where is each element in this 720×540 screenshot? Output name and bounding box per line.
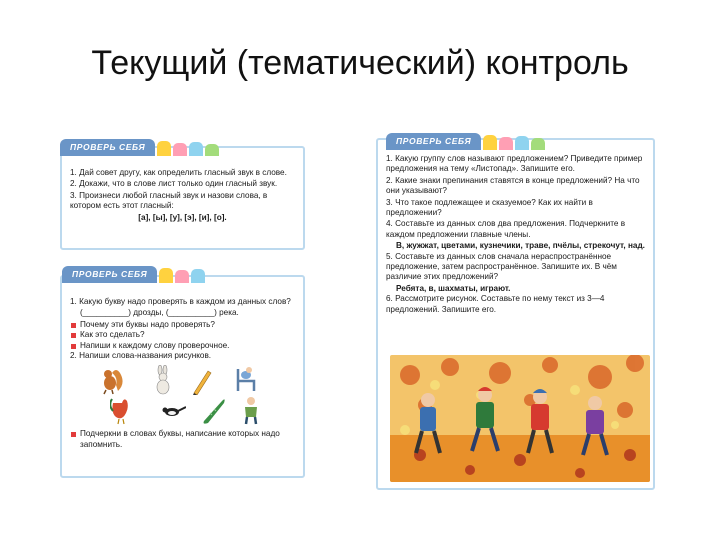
- tab-strip-blue: [515, 136, 529, 150]
- task-3: 3. Произнеси любой гласный звук и назови слова, в котором есть этот гласный:: [70, 190, 268, 211]
- bullet-item: Напиши к каждому слову проверочное.: [70, 341, 295, 351]
- magpie-picture: [160, 401, 186, 423]
- task-1-words: (__________) дрозды, (__________) река.: [80, 308, 239, 318]
- task-2: 2. Напиши слова-названия рисунков.: [70, 351, 212, 361]
- panel-header: ПРОВЕРЬ СЕБЯ: [62, 266, 157, 283]
- panel-tab: [60, 136, 219, 156]
- example-line: Ребята, в, шахматы, играют.: [396, 283, 511, 293]
- rabbit-picture: [152, 365, 174, 395]
- task-3: 3. Что такое подлежащее и сказуемое? Как их найти в предложении?: [386, 197, 593, 218]
- picture-row: [70, 365, 295, 427]
- slide-title: Текущий (тематический) контроль: [91, 44, 629, 82]
- tab-strip-pink: [175, 270, 189, 283]
- task-4: 4. Составьте из данных слов два предложения. Подчеркните в каждом предложении главные члены.: [386, 219, 626, 239]
- chair-picture: [230, 365, 260, 395]
- rooster-picture: [110, 397, 132, 425]
- boy-picture: [236, 395, 266, 425]
- task-1: 1. Какую букву надо проверять в каждом из данных слов?: [70, 297, 291, 306]
- check-yourself-panel-1: [60, 142, 305, 250]
- panel-header: ПРОВЕРЬ СЕБЯ: [60, 139, 155, 156]
- words-line: В, жужжат, цветами, кузнечики, траве, пчёлы, стрекочут, над.: [396, 241, 645, 251]
- vowel-sounds: [а], [ы], [у], [э], [и], [о].: [138, 212, 227, 222]
- check-yourself-panel-2: [60, 269, 305, 478]
- bullet-item: Почему эти буквы надо проверять?: [70, 320, 295, 330]
- task-2: 2. Какие знаки препинания ставятся в конце предложений? На что они указывают?: [386, 175, 640, 196]
- panel-tab: [62, 263, 205, 283]
- tab-strip-green: [531, 138, 545, 150]
- tab-strip-yellow: [483, 135, 497, 150]
- task-2: 2. Докажи, что в слове лист только один гласный звук.: [70, 179, 278, 189]
- task-5: 5. Составьте из данных слов сначала нераспространённое предложение, затем распространённое. Запишите их. В чём различие этих предложений?: [386, 251, 617, 282]
- panel-tab: [386, 130, 545, 150]
- tab-strip-yellow: [157, 141, 171, 156]
- cucumber-picture: [198, 395, 228, 425]
- pencil-picture: [190, 367, 214, 395]
- task-1: 1. Какую группу слов называют предложением? Приведите пример предложения на тему «Листопад». Запишите его.: [386, 154, 643, 174]
- squirrel-picture: [98, 365, 128, 395]
- tab-strip-green: [205, 144, 219, 156]
- autumn-children-illustration: [390, 355, 650, 482]
- task-6: 6. Рассмотрите рисунок. Составьте по нему текст из 3—4 предложений. Запишите его.: [386, 294, 605, 314]
- bullet-item: Подчеркни в словах буквы, написание которых надо запомнить.: [70, 429, 295, 450]
- tab-strip-pink: [173, 143, 187, 156]
- bullet-item: Как это сделать?: [70, 330, 295, 340]
- tab-strip-blue: [189, 142, 203, 156]
- panel-header: ПРОВЕРЬ СЕБЯ: [386, 133, 481, 150]
- tab-strip-pink: [499, 137, 513, 150]
- tab-strip-blue: [191, 269, 205, 283]
- task-1: 1. Дай совет другу, как определить гласный звук в слове.: [70, 168, 287, 177]
- tab-strip-yellow: [159, 268, 173, 283]
